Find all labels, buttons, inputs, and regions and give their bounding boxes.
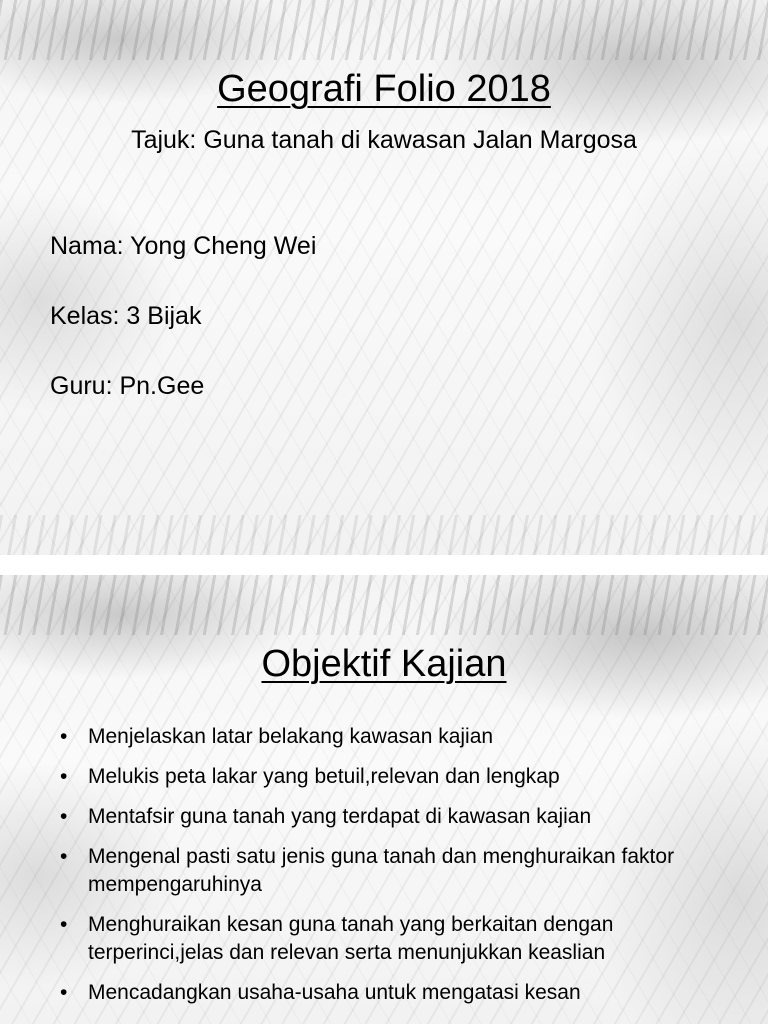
slide-top-texture [0, 0, 768, 60]
list-item-text: Melukis peta lakar yang betuil,relevan dan lengkap [88, 765, 560, 788]
folio-subtitle: Tajuk: Guna tanah di kawasan Jalan Margosa [131, 126, 637, 154]
student-class: Kelas: 3 Bijak [50, 302, 202, 330]
list-item-text: Menghuraikan kesan guna tanah yang berkaitan dengan terperinci,jelas dan relevan serta menunjukkan keaslian [88, 913, 614, 964]
bullet-icon: • [60, 765, 68, 788]
student-name: Nama: Yong Cheng Wei [50, 232, 317, 260]
objectives-title: Objektif Kajian [261, 643, 507, 685]
list-item [58, 803, 738, 831]
list-item-text: Mengenal pasti satu jenis guna tanah dan menghuraikan faktor mempengaruhinya [88, 845, 675, 896]
slide-separator [0, 555, 768, 575]
folio-title: Geografi Folio 2018 [217, 68, 551, 110]
list-item-text: Mencadangkan usaha-usaha untuk mengatasi kesan [88, 981, 581, 1004]
bullet-icon: • [60, 725, 68, 748]
objectives-list [58, 723, 738, 1019]
objectives-slide [0, 575, 768, 1024]
slide-bottom-texture [0, 515, 768, 555]
slide-top-texture [0, 575, 768, 635]
bullet-icon: • [60, 845, 68, 868]
list-item [58, 723, 738, 751]
list-item-text: Menjelaskan latar belakang kawasan kajian [88, 725, 494, 748]
list-item-text: Mentafsir guna tanah yang terdapat di kawasan kajian [88, 805, 592, 828]
list-item [58, 763, 738, 791]
teacher-name: Guru: Pn.Gee [50, 372, 205, 400]
list-item [58, 843, 738, 899]
list-item [58, 979, 738, 1007]
bullet-icon: • [60, 981, 68, 1004]
bullet-icon: • [60, 805, 68, 828]
list-item [58, 911, 738, 967]
bullet-icon: • [60, 913, 68, 936]
